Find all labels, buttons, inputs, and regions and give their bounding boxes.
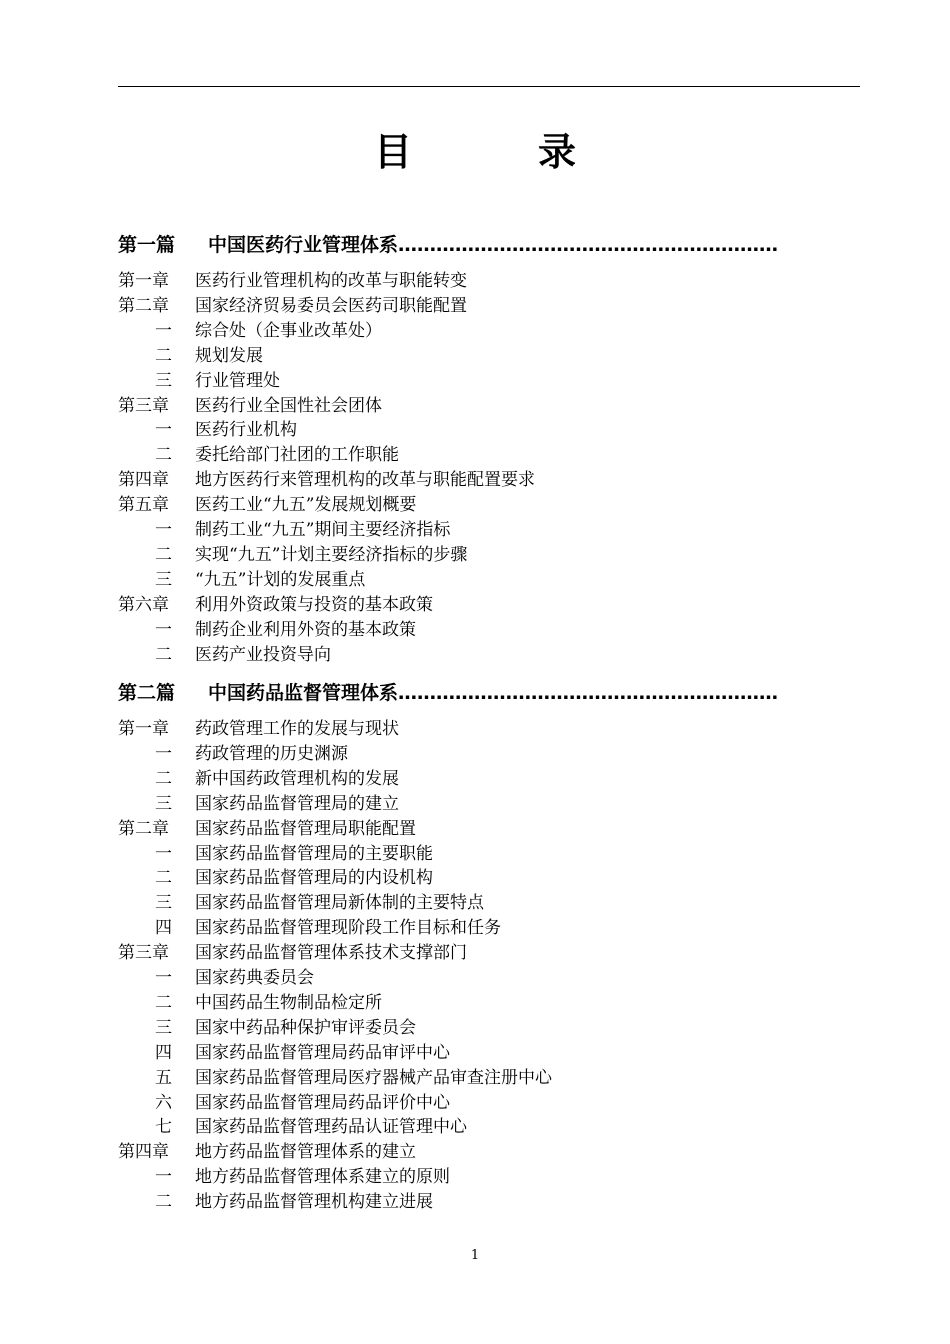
chapter-number: 第五章 [118,495,169,516]
toc-section-entry[interactable] [118,443,860,468]
section-number: 七 [155,1117,172,1138]
toc-section-entry[interactable] [118,1091,860,1116]
toc-section-entry[interactable] [118,792,860,817]
section-title: 国家药品监督管理局新体制的主要特点 [195,893,484,914]
toc-section-entry[interactable] [118,518,860,543]
section-title: 制药企业利用外资的基本政策 [195,619,416,640]
chapter-title: 医药行业管理机构的改革与职能转变 [195,271,467,291]
toc-chapter-entry[interactable] [118,817,860,842]
section-number: 一 [155,968,172,988]
toc-chapter-entry[interactable] [118,269,860,294]
toc-chapter-entry[interactable] [118,493,860,518]
toc-section-entry[interactable] [118,891,860,916]
chapter-title: 药政管理工作的发展与现状 [195,719,399,739]
section-number: 三 [155,893,172,914]
section-number: 三 [155,370,172,391]
section-number: 一 [155,619,172,640]
section-title: 国家中药品种保护审评委员会 [195,1017,416,1038]
section-number: 二 [155,345,172,366]
section-number: 一 [155,520,172,540]
toc-section-entry[interactable] [118,866,860,891]
toc-section-entry[interactable] [118,1115,860,1140]
toc-section-entry[interactable] [118,568,860,593]
toc-section-entry[interactable] [118,767,860,792]
toc-chapter-entry[interactable] [118,468,860,493]
section-title: 综合处（企事业改革处） [195,320,382,341]
toc-section-entry[interactable] [118,369,860,394]
section-number: 二 [155,544,172,565]
toc-section-entry[interactable] [118,1066,860,1091]
section-title: 国家药品监督管理现阶段工作目标和任务 [195,918,501,939]
chapter-title: 国家药品监督管理局职能配置 [195,818,416,839]
page-title: 目 录 [373,130,620,174]
section-title: 地方药品监督管理体系建立的原则 [195,1167,450,1188]
toc-section-entry[interactable] [118,991,860,1016]
section-number: 六 [155,1092,172,1113]
chapter-number: 第三章 [118,395,169,416]
toc-section-entry[interactable] [118,643,860,668]
section-title: 国家药品监督管理局药品审评中心 [195,1042,450,1063]
toc-section-entry[interactable] [118,1190,860,1215]
section-title: 国家药品监督管理局的主要职能 [195,843,433,864]
toc-chapter-entry[interactable] [118,394,860,419]
section-number: 一 [155,743,172,764]
toc-chapter-entry[interactable] [118,294,860,319]
section-title: 行业管理处 [195,370,280,391]
toc-chapter-entry[interactable] [118,1140,860,1165]
chapter-number: 第一章 [118,719,169,739]
section-title: 制药工业“九五”期间主要经济指标 [195,520,451,540]
toc-part-heading[interactable] [118,230,860,260]
section-title: 国家药品监督管理局的建立 [195,793,399,814]
section-number: 二 [155,1192,172,1213]
section-title: 药政管理的历史渊源 [195,743,348,764]
chapter-title: 国家药品监督管理体系技术支撑部门 [195,943,467,964]
toc-chapter-entry[interactable] [118,593,860,618]
toc-section-entry[interactable] [118,966,860,991]
toc-section-entry[interactable] [118,618,860,643]
toc-section-entry[interactable] [118,1041,860,1066]
section-number: 一 [155,1167,172,1188]
section-title: “九五”计划的发展重点 [195,569,366,590]
section-number: 四 [155,1042,172,1063]
section-title: 委托给部门社团的工作职能 [195,445,399,466]
section-number: 一 [155,320,172,341]
section-title: 规划发展 [195,345,263,366]
section-title: 国家药品监督管理局医疗器械产品审查注册中心 [195,1067,552,1088]
chapter-number: 第二章 [118,295,169,316]
toc-section-entry[interactable] [118,742,860,767]
section-title: 国家药品监督管理药品认证管理中心 [195,1117,467,1138]
section-number: 三 [155,1017,172,1038]
section-number: 三 [155,793,172,814]
chapter-number: 第二章 [118,818,169,839]
section-title: 国家药品监督管理局的内设机构 [195,868,433,889]
section-number: 二 [155,992,172,1013]
page-number: 1 [470,1248,480,1263]
chapter-title: 医药工业“九五”发展规划概要 [195,495,417,516]
chapter-title: 国家经济贸易委员会医药司职能配置 [195,295,467,316]
chapter-number: 第三章 [118,943,169,964]
dot-leader: …………………………………………………… [398,682,779,704]
chapter-number: 第一章 [118,271,169,291]
section-number: 一 [155,843,172,864]
section-number: 四 [155,918,172,939]
chapter-title: 利用外资政策与投资的基本政策 [195,594,433,615]
section-title: 中国药品生物制品检定所 [195,992,382,1013]
dot-leader: …………………………………………………… [398,234,779,256]
toc-section-entry[interactable] [118,418,860,443]
section-number: 二 [155,868,172,889]
toc-section-entry[interactable] [118,344,860,369]
section-number: 三 [155,569,172,590]
chapter-title: 地方药品监督管理体系的建立 [195,1142,416,1163]
section-title: 国家药品监督管理局药品评价中心 [195,1092,450,1113]
chapter-title: 医药行业全国性社会团体 [195,395,382,416]
section-number: 二 [155,768,172,789]
toc-section-entry[interactable] [118,543,860,568]
toc-chapter-entry[interactable] [118,717,860,742]
toc-section-entry[interactable] [118,916,860,941]
section-number: 五 [155,1067,172,1088]
toc-part-heading[interactable] [118,678,860,708]
toc-section-entry[interactable] [118,319,860,344]
toc-chapter-entry[interactable] [118,941,860,966]
section-title: 医药行业机构 [195,420,297,441]
chapter-number: 第六章 [118,594,169,615]
section-number: 一 [155,420,172,441]
section-title: 地方药品监督管理机构建立进展 [195,1192,433,1213]
part-title: 中国医药行业管理体系 [208,234,399,256]
part-title: 中国药品监督管理体系 [208,682,399,704]
toc-section-entry[interactable] [118,1165,860,1190]
toc-section-entry[interactable] [118,1016,860,1041]
section-title: 新中国药政管理机构的发展 [195,768,399,789]
chapter-number: 第四章 [118,470,169,491]
section-number: 二 [155,644,172,665]
part-number: 第一篇 [118,234,176,256]
section-title: 实现“九五”计划主要经济指标的步骤 [195,544,468,565]
section-title: 国家药典委员会 [195,968,314,988]
part-number: 第二篇 [118,682,176,704]
section-title: 医药产业投资导向 [195,644,331,665]
section-number: 二 [155,445,172,466]
chapter-number: 第四章 [118,1142,169,1163]
toc-section-entry[interactable] [118,842,860,867]
chapter-title: 地方医药行来管理机构的改革与职能配置要求 [195,470,535,491]
header-rule [118,86,860,87]
